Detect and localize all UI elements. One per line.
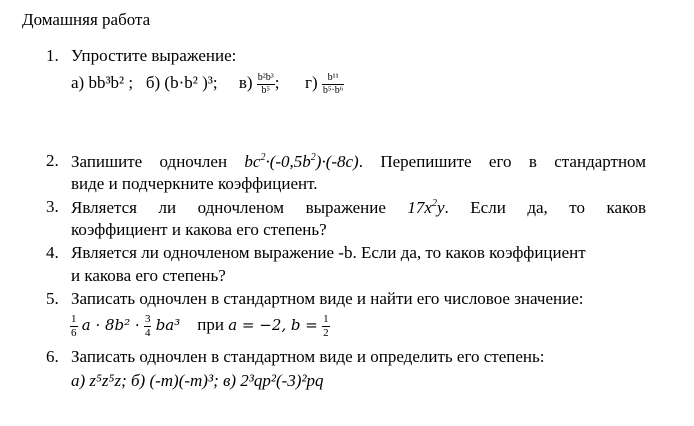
- item-text: и какова его степень?: [71, 266, 226, 285]
- math-part: a · 8b² ·: [81, 316, 140, 335]
- part-v-label: в): [238, 72, 253, 92]
- item-text: . Перепишите его в стандартном: [358, 152, 646, 171]
- item-line: [71, 198, 646, 218]
- denominator: 4: [144, 326, 151, 339]
- item-text: . Если да, то каков: [444, 198, 646, 217]
- part-b: б) (b·b² )³;: [145, 72, 218, 92]
- item-number: 2.: [46, 151, 59, 170]
- part-v-end: ;: [274, 72, 280, 92]
- expression: $bc^2\cdot(-0,5b^2)\cdot(-8c)$: [244, 152, 359, 171]
- item-number: 5.: [46, 289, 59, 308]
- expression: $17x^2y$: [407, 198, 445, 217]
- item-number: 1.: [46, 46, 59, 65]
- numerator: 3: [144, 313, 151, 325]
- item-text: Упростите выражение:: [71, 46, 237, 65]
- item-text: Записать одночлен в стандартном виде и найти его числовое значение:: [71, 289, 584, 308]
- denominator: 6: [71, 326, 77, 339]
- numerator: 1: [323, 313, 329, 325]
- item-text: Запишите одночлен: [71, 152, 228, 171]
- denominator: b⁵·b⁶: [322, 84, 344, 96]
- fraction: [322, 313, 330, 339]
- condition-label: при: [197, 315, 224, 335]
- fraction: [144, 313, 152, 339]
- task-6-parts: а) z⁵z⁵z; б) (-m)(-m)³; в) 2³qp²(-3)²pq: [71, 371, 324, 390]
- denominator: 2: [323, 326, 329, 339]
- denominator: b⁵: [257, 84, 275, 97]
- fraction: [257, 72, 275, 96]
- math-expression: [70, 313, 330, 339]
- numerator: 1: [71, 313, 77, 325]
- item-text: Является ли одночленом выражение -b. Если да, то каков коэффициент: [71, 243, 586, 262]
- item-line: [71, 152, 646, 172]
- item-text: Является ли одночленом выражение: [71, 198, 386, 217]
- item-text: коэффициент и какова его степень?: [71, 220, 327, 239]
- item-number: 3.: [46, 197, 59, 216]
- task-1-parts: [71, 72, 344, 96]
- part-a: а) bb³b² ;: [71, 72, 134, 92]
- page-title: Домашняя работа: [22, 10, 151, 29]
- item-text: Записать одночлен в стандартном виде и определить его степень:: [71, 347, 545, 366]
- math-part: ba³: [155, 316, 181, 335]
- item-number: 6.: [46, 347, 59, 366]
- part-g-label: г): [305, 72, 318, 92]
- fraction: [322, 72, 344, 96]
- condition: a = −2, b =: [228, 316, 318, 335]
- numerator: b²b³: [257, 72, 274, 83]
- item-number: 4.: [46, 243, 59, 262]
- item-text: виде и подчеркните коэффициент.: [71, 174, 318, 193]
- numerator: b¹¹: [327, 72, 339, 83]
- fraction: [70, 313, 78, 339]
